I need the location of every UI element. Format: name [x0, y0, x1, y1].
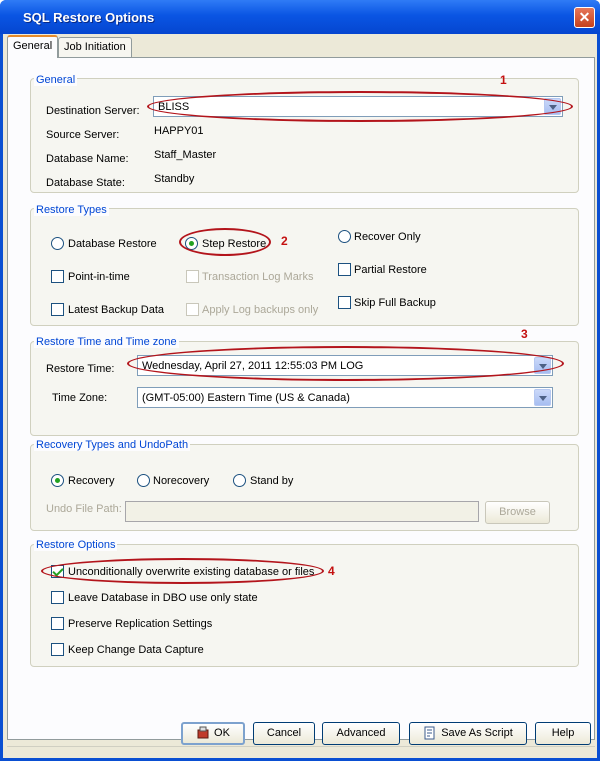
recovery-label: Recovery: [68, 475, 115, 487]
time-zone-value: (GMT-05:00) Eastern Time (US & Canada): [142, 392, 350, 404]
dbo-only-label: Leave Database in DBO use only state: [68, 592, 258, 604]
cdc-label: Keep Change Data Capture: [68, 644, 204, 656]
partial-restore-label: Partial Restore: [354, 264, 427, 276]
browse-label: Browse: [499, 506, 536, 518]
window-title: SQL Restore Options: [23, 10, 155, 25]
database-restore-radio[interactable]: [51, 237, 64, 250]
point-in-time-checkbox[interactable]: [51, 270, 64, 283]
chevron-down-icon[interactable]: [544, 98, 561, 115]
latest-backup-data-checkbox[interactable]: [51, 303, 64, 316]
source-server-value: HAPPY01: [154, 125, 204, 137]
help-label: Help: [551, 727, 575, 739]
cdc-checkbox[interactable]: [51, 643, 64, 656]
marker-3: 3: [521, 327, 528, 341]
ok-icon: [196, 726, 210, 740]
database-state-label: Database State:: [46, 177, 125, 189]
database-name-value: Staff_Master: [154, 149, 217, 161]
step-restore-label: Step Restore: [202, 238, 267, 250]
recovery-radio[interactable]: [51, 474, 64, 487]
close-button[interactable]: [574, 7, 595, 28]
restore-time-value: Wednesday, April 27, 2011 12:55:03 PM LOG: [142, 360, 364, 372]
chevron-down-icon[interactable]: [534, 389, 551, 406]
save-as-script-label: Save As Script: [441, 727, 513, 739]
point-in-time-label: Point-in-time: [68, 271, 130, 283]
cancel-button[interactable]: [253, 722, 315, 745]
recover-only-radio[interactable]: [338, 230, 351, 243]
tab-job-initiation-label: Job Initiation: [64, 41, 126, 53]
destination-server-label: Destination Server:: [46, 105, 140, 117]
chevron-down-icon[interactable]: [534, 357, 551, 374]
close-icon: ✕: [578, 9, 591, 25]
restore-options-group-title: Restore Options: [36, 539, 116, 551]
restore-time-label: Restore Time:: [46, 363, 115, 375]
transaction-log-marks-checkbox[interactable]: [186, 270, 199, 283]
tab-job-initiation[interactable]: [58, 37, 132, 57]
help-button[interactable]: [535, 722, 591, 745]
advanced-button[interactable]: [322, 722, 400, 745]
cancel-label: Cancel: [266, 727, 302, 739]
recovery-types-group-title: Recovery Types and UndoPath: [36, 439, 189, 451]
marker-1: 1: [500, 73, 507, 87]
browse-button[interactable]: [485, 501, 550, 524]
overwrite-label: Unconditionally overwrite existing database or files: [68, 566, 315, 578]
marker-2: 2: [281, 234, 288, 248]
step-restore-radio[interactable]: [185, 237, 198, 250]
tab-general-label: General: [13, 40, 53, 52]
title-bar[interactable]: [0, 0, 600, 34]
ok-label: OK: [214, 727, 230, 739]
footer-separator: [7, 746, 595, 747]
transaction-log-marks-label: Transaction Log Marks: [202, 271, 314, 283]
undo-file-path-input[interactable]: [125, 501, 479, 522]
recover-only-label: Recover Only: [354, 231, 421, 243]
dbo-only-checkbox[interactable]: [51, 591, 64, 604]
ok-button[interactable]: [181, 722, 245, 745]
overwrite-checkbox[interactable]: [51, 565, 64, 578]
time-zone-select[interactable]: [137, 387, 553, 408]
partial-restore-checkbox[interactable]: [338, 263, 351, 276]
skip-full-backup-label: Skip Full Backup: [354, 297, 436, 309]
latest-backup-data-label: Latest Backup Data: [68, 304, 165, 316]
time-zone-label: Time Zone:: [52, 392, 108, 404]
general-group-title: General: [36, 74, 76, 86]
dialog-client: [3, 34, 597, 758]
norecovery-label: Norecovery: [153, 475, 210, 487]
skip-full-backup-checkbox[interactable]: [338, 296, 351, 309]
database-state-value: Standby: [154, 173, 195, 185]
standby-radio[interactable]: [233, 474, 246, 487]
apply-log-backups-label: Apply Log backups only: [202, 304, 319, 316]
replication-checkbox[interactable]: [51, 617, 64, 630]
general-tab-panel: [7, 57, 595, 740]
replication-label: Preserve Replication Settings: [68, 618, 213, 630]
undo-file-path-label: Undo File Path:: [46, 503, 122, 515]
database-restore-label: Database Restore: [68, 238, 157, 250]
source-server-label: Source Server:: [46, 129, 120, 141]
norecovery-radio[interactable]: [137, 474, 150, 487]
destination-server-select[interactable]: [153, 96, 563, 117]
database-name-label: Database Name:: [46, 153, 129, 165]
apply-log-backups-checkbox[interactable]: [186, 303, 199, 316]
tab-general[interactable]: [7, 35, 58, 58]
save-as-script-button[interactable]: [409, 722, 527, 745]
marker-4: 4: [328, 564, 335, 578]
restore-time-group-title: Restore Time and Time zone: [36, 336, 177, 348]
restore-time-select[interactable]: [137, 355, 553, 376]
advanced-label: Advanced: [336, 727, 386, 739]
script-icon: [423, 726, 437, 740]
destination-server-value: BLISS: [158, 101, 190, 113]
standby-label: Stand by: [250, 475, 294, 487]
restore-types-group-title: Restore Types: [36, 204, 107, 216]
